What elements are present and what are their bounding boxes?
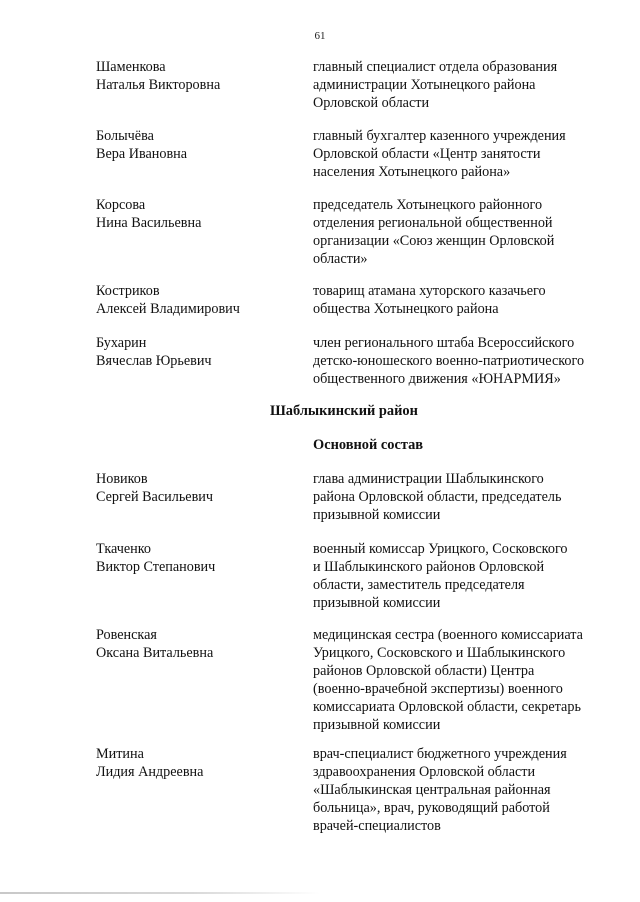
member-name: Ровенская Оксана Витальевна [96,627,214,661]
member-name: Корсова Нина Васильевна [96,197,202,231]
member-name: Болычёва Вера Ивановна [96,128,188,162]
member-role: главный специалист отдела образования администрации Хотынецкого района Орловской области [313,59,558,111]
section-heading: Основной состав [313,437,424,453]
member-name: Митина Лидия Андреевна [96,746,204,780]
member-role: член регионального штаба Всероссийского детско-юношеского военно-патриотического общественного движения «ЮНАРМИЯ» [313,335,585,387]
member-role: председатель Хотынецкого районного отделения региональной общественной организации «Союз женщин Орловской области» [313,197,555,267]
member-name: Костриков Алексей Владимирович [96,283,240,317]
page-number: 61 [314,30,326,42]
member-role: военный комиссар Урицкого, Сосковского и Шаблыкинского районов Орловской области, заместитель председателя призывной комиссии [313,541,568,611]
member-name: Шаменкова Наталья Викторовна [96,59,221,93]
member-name: Бухарин Вячеслав Юрьевич [96,335,212,369]
member-role: врач-специалист бюджетного учреждения здравоохранения Орловской области «Шаблыкинская центральная районная больница», врач, руководящий работой врачей-специалистов [313,746,567,834]
district-heading: Шаблыкинский район [270,403,418,419]
member-name: Ткаченко Виктор Степанович [96,541,216,575]
member-role: главный бухгалтер казенного учреждения Орловской области «Центр занятости населения Хотынецкого района» [313,128,566,180]
member-role: товарищ атамана хуторского казачьего общества Хотынецкого района [313,283,546,317]
member-role: глава администрации Шаблыкинского района Орловской области, председатель призывной комиссии [313,471,562,523]
member-role: медицинская сестра (военного комиссариата Урицкого, Сосковского и Шаблыкинского районов Орловской области) Центра (военно-врачебной экспертизы) военного комиссариата Орловской области, секретарь призывной комиссии [313,627,583,733]
scan-artifact-line [0,892,320,894]
member-name: Новиков Сергей Васильевич [96,471,214,505]
